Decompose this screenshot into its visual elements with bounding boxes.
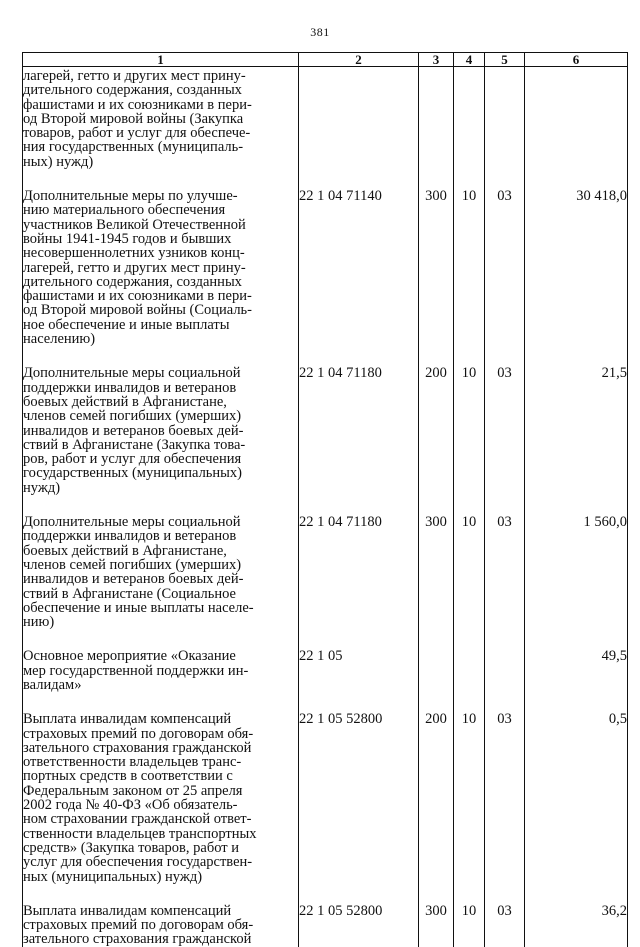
row-amount: 49,5 — [525, 643, 628, 706]
description-line: поддержки инвалидов и ветеранов — [23, 379, 237, 396]
row-amount: 36,2 — [525, 898, 628, 947]
description-line: боевых действий в Афганистане, — [23, 542, 227, 559]
description-line: государственных (муниципальных) — [23, 465, 242, 482]
description-line: услуг для обеспечения государствен- — [23, 854, 253, 871]
description-line: Дополнительные меры по улучше- — [23, 188, 238, 205]
description-line: 2002 года № 40-ФЗ «Об обязатель- — [23, 797, 238, 814]
description-line: ных (муниципальных) нужд) — [23, 868, 203, 885]
row-description — [23, 706, 299, 898]
row-col-4: 10 — [454, 898, 485, 947]
row-amount: 0,5 — [525, 706, 628, 898]
description-line: од Второй мировой войны (Закупка — [23, 110, 244, 127]
description-line: инвалидов и ветеранов боевых дей- — [23, 571, 244, 588]
row-col-5 — [485, 643, 525, 706]
description-line: лагерей, гетто и других мест прину- — [23, 68, 246, 84]
description-line: фашистами и их союзниками в пери- — [23, 96, 252, 113]
row-description — [23, 360, 299, 509]
description-line: войны 1941-1945 годов и бывших — [23, 230, 232, 247]
description-line: од Второй мировой войны (Социаль- — [23, 302, 252, 319]
description-line: несовершеннолетних узников конц- — [23, 245, 245, 262]
header-col-3: 3 — [419, 53, 454, 67]
description-line: боевых действий в Афганистане, — [23, 393, 227, 410]
row-col-5: 03 — [485, 509, 525, 643]
header-col-6: 6 — [525, 53, 628, 67]
row-description — [23, 509, 299, 643]
description-line: Выплата инвалидам компенсаций — [23, 711, 232, 728]
table-row — [23, 898, 628, 947]
row-col-5: 03 — [485, 360, 525, 509]
description-line: членов семей погибших (умерших) — [23, 556, 242, 573]
row-description — [23, 643, 299, 706]
description-line: ров, работ и услуг для обеспечения — [23, 451, 242, 468]
description-line: нужд) — [23, 479, 61, 496]
description-line: страховых премий по договорам обя- — [23, 917, 254, 934]
row-col-5: 03 — [485, 183, 525, 360]
row-col-3 — [419, 643, 454, 706]
row-code: 22 1 04 71140 — [299, 183, 419, 360]
header-col-1: 1 — [23, 53, 299, 67]
row-col-3 — [419, 67, 454, 184]
description-line: обеспечение и иные выплаты населе- — [23, 599, 254, 616]
row-description — [23, 67, 299, 184]
table-row — [23, 706, 628, 898]
row-code: 22 1 05 52800 — [299, 706, 419, 898]
description-line: ное обеспечение и иные выплаты — [23, 316, 230, 333]
description-line: товаров, работ и услуг для обеспече- — [23, 125, 251, 142]
description-line: дительного содержания, созданных — [23, 82, 242, 99]
description-line: страховых премий по договорам обя- — [23, 725, 254, 742]
description-line: ных) нужд) — [23, 153, 94, 170]
row-amount: 30 418,0 — [525, 183, 628, 360]
row-col-4: 10 — [454, 706, 485, 898]
description-line: дительного содержания, созданных — [23, 273, 242, 290]
description-line: ствий в Афганистане (Социальное — [23, 585, 236, 602]
description-line: зательного страхования гражданской — [23, 931, 252, 947]
description-line: лагерей, гетто и других мест прину- — [23, 259, 246, 276]
description-line: ния государственных (муниципаль- — [23, 139, 244, 156]
header-row — [23, 53, 628, 67]
description-line: портных средств в соответствии с — [23, 768, 233, 785]
row-col-5 — [485, 67, 525, 184]
table-row — [23, 509, 628, 643]
description-line: Дополнительные меры социальной — [23, 514, 241, 531]
table-row — [23, 360, 628, 509]
row-col-3: 300 — [419, 898, 454, 947]
description-line: населению) — [23, 331, 96, 348]
row-code: 22 1 04 71180 — [299, 360, 419, 509]
description-line: нию) — [23, 614, 55, 631]
description-line: участников Великой Отечественной — [23, 216, 246, 233]
row-description — [23, 898, 299, 947]
description-line: инвалидов и ветеранов боевых дей- — [23, 422, 244, 439]
header-col-5: 5 — [485, 53, 525, 67]
row-col-4 — [454, 67, 485, 184]
row-col-3: 300 — [419, 509, 454, 643]
budget-table — [22, 52, 628, 947]
row-code: 22 1 05 — [299, 643, 419, 706]
row-code: 22 1 04 71180 — [299, 509, 419, 643]
description-line: Выплата инвалидам компенсаций — [23, 902, 232, 919]
description-line: нию материального обеспечения — [23, 202, 226, 219]
description-line: фашистами и их союзниками в пери- — [23, 288, 252, 305]
row-amount: 1 560,0 — [525, 509, 628, 643]
row-col-3: 200 — [419, 360, 454, 509]
description-line: средств» (Закупка товаров, работ и — [23, 839, 239, 856]
description-line: валидам» — [23, 676, 82, 693]
row-col-4: 10 — [454, 360, 485, 509]
description-line: ответственности владельцев транс- — [23, 754, 242, 771]
row-amount: 21,5 — [525, 360, 628, 509]
row-col-4: 10 — [454, 183, 485, 360]
table-row — [23, 183, 628, 360]
header-col-2: 2 — [299, 53, 419, 67]
description-line: ствий в Афганистане (Закупка това- — [23, 436, 246, 453]
description-line: Основное мероприятие «Оказание — [23, 648, 236, 665]
row-code: 22 1 05 52800 — [299, 898, 419, 947]
row-amount — [525, 67, 628, 184]
row-code — [299, 67, 419, 184]
description-line: зательного страхования гражданской — [23, 739, 252, 756]
description-line: членов семей погибших (умерших) — [23, 408, 242, 425]
row-col-3: 200 — [419, 706, 454, 898]
header-col-4: 4 — [454, 53, 485, 67]
row-col-4: 10 — [454, 509, 485, 643]
page-number: 381 — [310, 25, 330, 39]
row-col-5: 03 — [485, 898, 525, 947]
description-line: поддержки инвалидов и ветеранов — [23, 528, 237, 545]
description-line: мер государственной поддержки ин- — [23, 662, 249, 679]
description-line: ственности владельцев транспортных — [23, 825, 257, 842]
description-line: Дополнительные меры социальной — [23, 365, 241, 382]
description-line: ном страховании гражданской ответ- — [23, 811, 252, 828]
description-line: Федеральным законом от 25 апреля — [23, 782, 243, 799]
row-description — [23, 183, 299, 360]
row-col-4 — [454, 643, 485, 706]
table-row — [23, 67, 628, 184]
row-col-5: 03 — [485, 706, 525, 898]
row-col-3: 300 — [419, 183, 454, 360]
table-row — [23, 643, 628, 706]
